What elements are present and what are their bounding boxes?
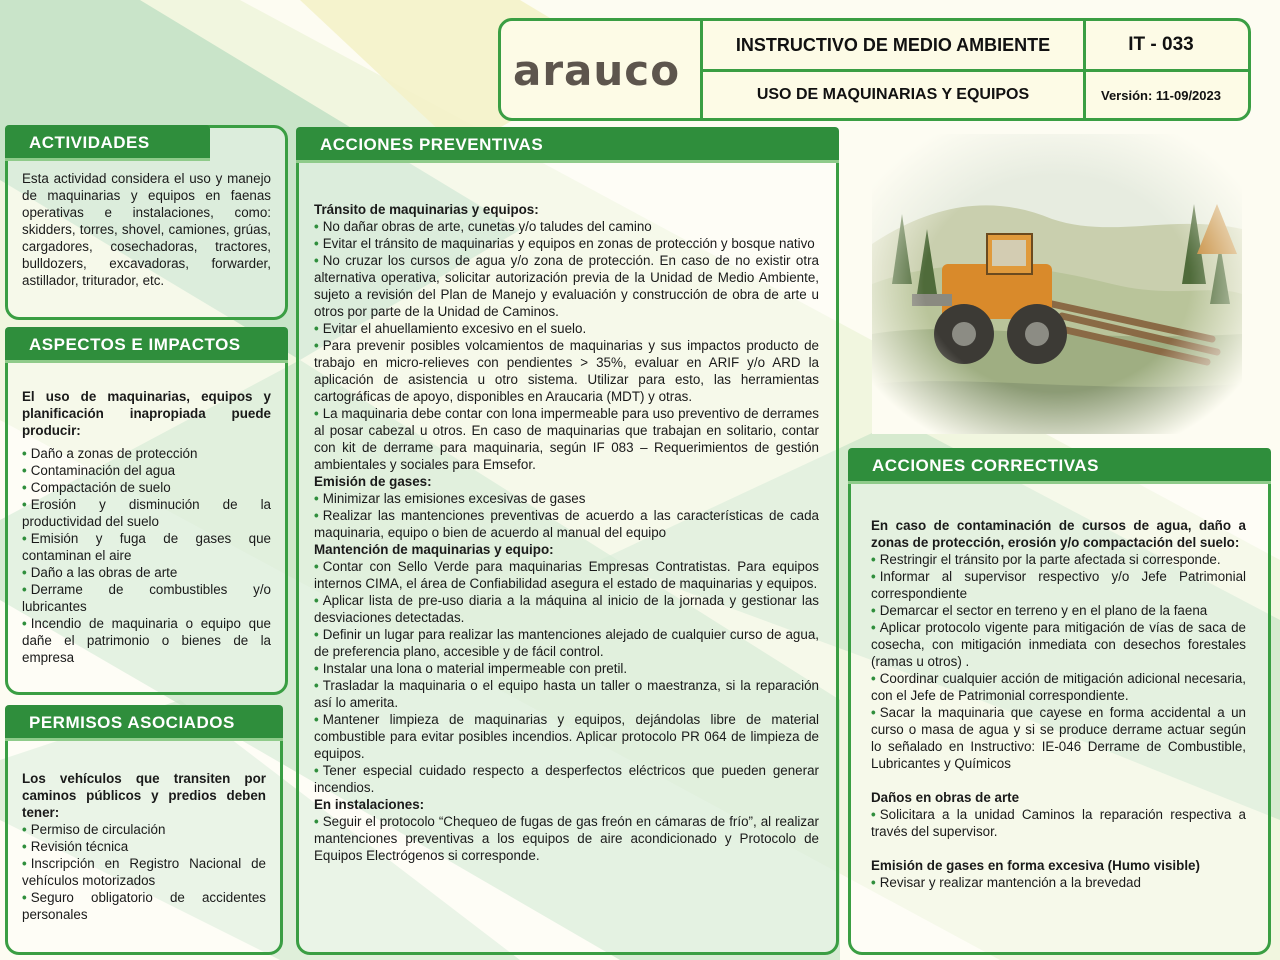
action-item: • Aplicar protocolo vigente para mitigación de vías de saca de cosecha, con mitigación inmediata con desechos forestales (ramas u otros) .: [871, 619, 1246, 670]
aspecto-item: • Daño a las obras de arte: [22, 564, 271, 581]
aspecto-item: • Daño a zonas de protección: [22, 445, 271, 462]
permisos-panel: [5, 705, 283, 955]
section-heading: Tránsito de maquinarias y equipos:: [314, 202, 539, 217]
action-item: • Definir un lugar para realizar las mantenciones alejado de cualquier curso de agua, de preferencia plano, accesible y de fácil control.: [314, 626, 819, 660]
section-heading: Emisión de gases:: [314, 474, 432, 489]
action-item: • Evitar el tránsito de maquinarias y equipos en zonas de protección y bosque nativo: [314, 235, 819, 252]
correctivas-panel: [848, 448, 1271, 955]
action-item: • Mantener limpieza de maquinarias y equipos, dejándolas libre de material combustible para evitar posibles incendios. Aplicar protocolo PR 064 de limpieza de equipos.: [314, 711, 819, 762]
arauco-logo: arauco: [513, 46, 681, 95]
action-item: • Seguir el protocolo “Chequeo de fugas de gas freón en cámaras de frío”, al realizar mantenciones preventivas a los equipos de aire acondicionado y Protocolo de Equipos Electrógenos si corresponde.: [314, 813, 819, 864]
permisos-title: PERMISOS ASOCIADOS: [5, 705, 283, 741]
aspectos-panel: [5, 327, 288, 695]
permiso-item: • Revisión técnica: [22, 838, 266, 855]
action-item: • Coordinar cualquier acción de mitigación adicional necesaria, con el Jefe de Patrimonial correspondiente.: [871, 670, 1246, 704]
action-item: • Solicitara a la unidad Caminos la reparación respectiva a través del supervisor.: [871, 806, 1246, 840]
action-item: • Sacar la maquinaria que cayese en forma accidental a un curso o masa de agua y si se produce derrame actuar según lo señalado en Instructivo: IE-046 Derrame de Combustible, Lubricantes y Químicos: [871, 704, 1246, 772]
actividades-title: ACTIVIDADES: [5, 125, 210, 161]
action-item: • Restringir el tránsito por la parte afectada si corresponde.: [871, 551, 1246, 568]
action-item: • Evitar el ahuellamiento excesivo en el suelo.: [314, 320, 819, 337]
aspecto-item: • Erosión y disminución de la productividad del suelo: [22, 496, 271, 530]
document-code: IT - 033: [1128, 34, 1194, 55]
action-item: • Minimizar las emisiones excesivas de gases: [314, 490, 819, 507]
correctivas-title: ACCIONES CORRECTIVAS: [848, 448, 1271, 484]
aspecto-item: • Incendio de maquinaria o equipo que dañe el patrimonio o bienes de la empresa: [22, 615, 271, 666]
section-heading: Mantención de maquinarias y equipo:: [314, 542, 554, 557]
preventivas-title: ACCIONES PREVENTIVAS: [296, 127, 839, 163]
aspectos-list: [22, 445, 271, 666]
preventivas-panel: [296, 127, 839, 955]
aspecto-item: • Derrame de combustibles y/o lubricantes: [22, 581, 271, 615]
action-item: • Tener especial cuidado respecto a desperfectos eléctricos que pueden generar incendios.: [314, 762, 819, 796]
document-subtitle: USO DE MAQUINARIAS Y EQUIPOS: [756, 86, 1030, 103]
aspectos-intro: El uso de maquinarias, equipos y planificación inapropiada puede producir:: [22, 389, 271, 438]
document-title: INSTRUCTIVO DE MEDIO AMBIENTE: [735, 34, 1051, 55]
aspecto-item: • Contaminación del agua: [22, 462, 271, 479]
action-item: • No cruzar los cursos de agua y/o zona de protección. En caso de no existir otra alternativa operativa, solicitar autorización previa de la Unidad de Medio Ambiente, sujeto a revisión del Plan de Manejo y evaluación y construcción de obra de arte u otros por parte de la Unidad de Caminos.: [314, 252, 819, 320]
action-item: • La maquinaria debe contar con lona impermeable para uso preventivo de derrames al posar cabezal u otros. En caso de maquinarias que trabajan en solitario, contar con kit de derrame para maquinaria, según IF 083 – Requerimientos de gestión ambientales y sociales para Emsefor.: [314, 405, 819, 473]
action-item: • Realizar las mantenciones preventivas de acuerdo a las características de cada maquinaria, equipo o bien de acuerdo al manual del equipo: [314, 507, 819, 541]
action-item: • Instalar una lona o material impermeable con pretil.: [314, 660, 819, 677]
action-item: • Demarcar el sector en terreno y en el plano de la faena: [871, 602, 1246, 619]
section-heading: Emisión de gases en forma excesiva (Humo visible): [871, 858, 1200, 873]
skidder-illustration: [872, 134, 1242, 434]
action-item: • Revisar y realizar mantención a la brevedad: [871, 874, 1246, 891]
aspecto-item: • Emisión y fuga de gases que contaminan el aire: [22, 530, 271, 564]
actividades-panel: [5, 125, 288, 320]
permiso-item: • Seguro obligatorio de accidentes personales: [22, 889, 266, 923]
document-version: Versión: 11-09/2023: [1101, 87, 1221, 103]
section-heading: En instalaciones:: [314, 797, 425, 812]
action-item: • Para prevenir posibles volcamientos de maquinarias y sus impactos producto de trabajo en micro-relieves con pendientes > 35%, evaluar en ARIF y/o ARD la aplicación de asistencia u otro sistema. Utilizar para esto, las herramientas cartográficas de apoyo, disponibles en Araucaria (MDT) y otras.: [314, 337, 819, 405]
permisos-intro: Los vehículos que transiten por caminos públicos y predios deben tener:: [22, 771, 266, 820]
action-item: • Aplicar lista de pre-uso diaria a la máquina al inicio de la jornada y gestionar las desviaciones detectadas.: [314, 592, 819, 626]
actividades-text: Esta actividad considera el uso y manejo de maquinarias y equipos en faenas operativas e instalaciones, como: skidders, torres, shovel, camiones, grúas, cargadores, cosechadoras, tractores, bulldozers, excavadoras, forwarder, astillador, triturador, etc.: [22, 171, 271, 288]
permisos-list: [22, 821, 266, 923]
action-item: • Trasladar la maquinaria o el equipo hasta un taller o maestranza, si la reparación así lo amerita.: [314, 677, 819, 711]
action-item: • Contar con Sello Verde para maquinarias Empresas Contratistas. Para equipos internos CIMA, el área de Confiabilidad asegura el estado de maquinarias y equipos.: [314, 558, 819, 592]
action-item: • Informar al supervisor respectivo y/o Jefe Patrimonial correspondiente: [871, 568, 1246, 602]
aspecto-item: • Compactación de suelo: [22, 479, 271, 496]
action-item: • No dañar obras de arte, cunetas y/o taludes del camino: [314, 218, 819, 235]
correctivas-body: [871, 517, 1246, 891]
section-heading: En caso de contaminación de cursos de agua, daño a zonas de protección, erosión y/o compactación del suelo:: [871, 518, 1246, 550]
preventivas-body: [314, 201, 819, 864]
permiso-item: • Inscripción en Registro Nacional de vehículos motorizados: [22, 855, 266, 889]
aspectos-title: ASPECTOS E IMPACTOS: [5, 327, 288, 363]
permiso-item: • Permiso de circulación: [22, 821, 266, 838]
section-heading: Daños en obras de arte: [871, 790, 1020, 805]
document-header: [498, 18, 1251, 121]
